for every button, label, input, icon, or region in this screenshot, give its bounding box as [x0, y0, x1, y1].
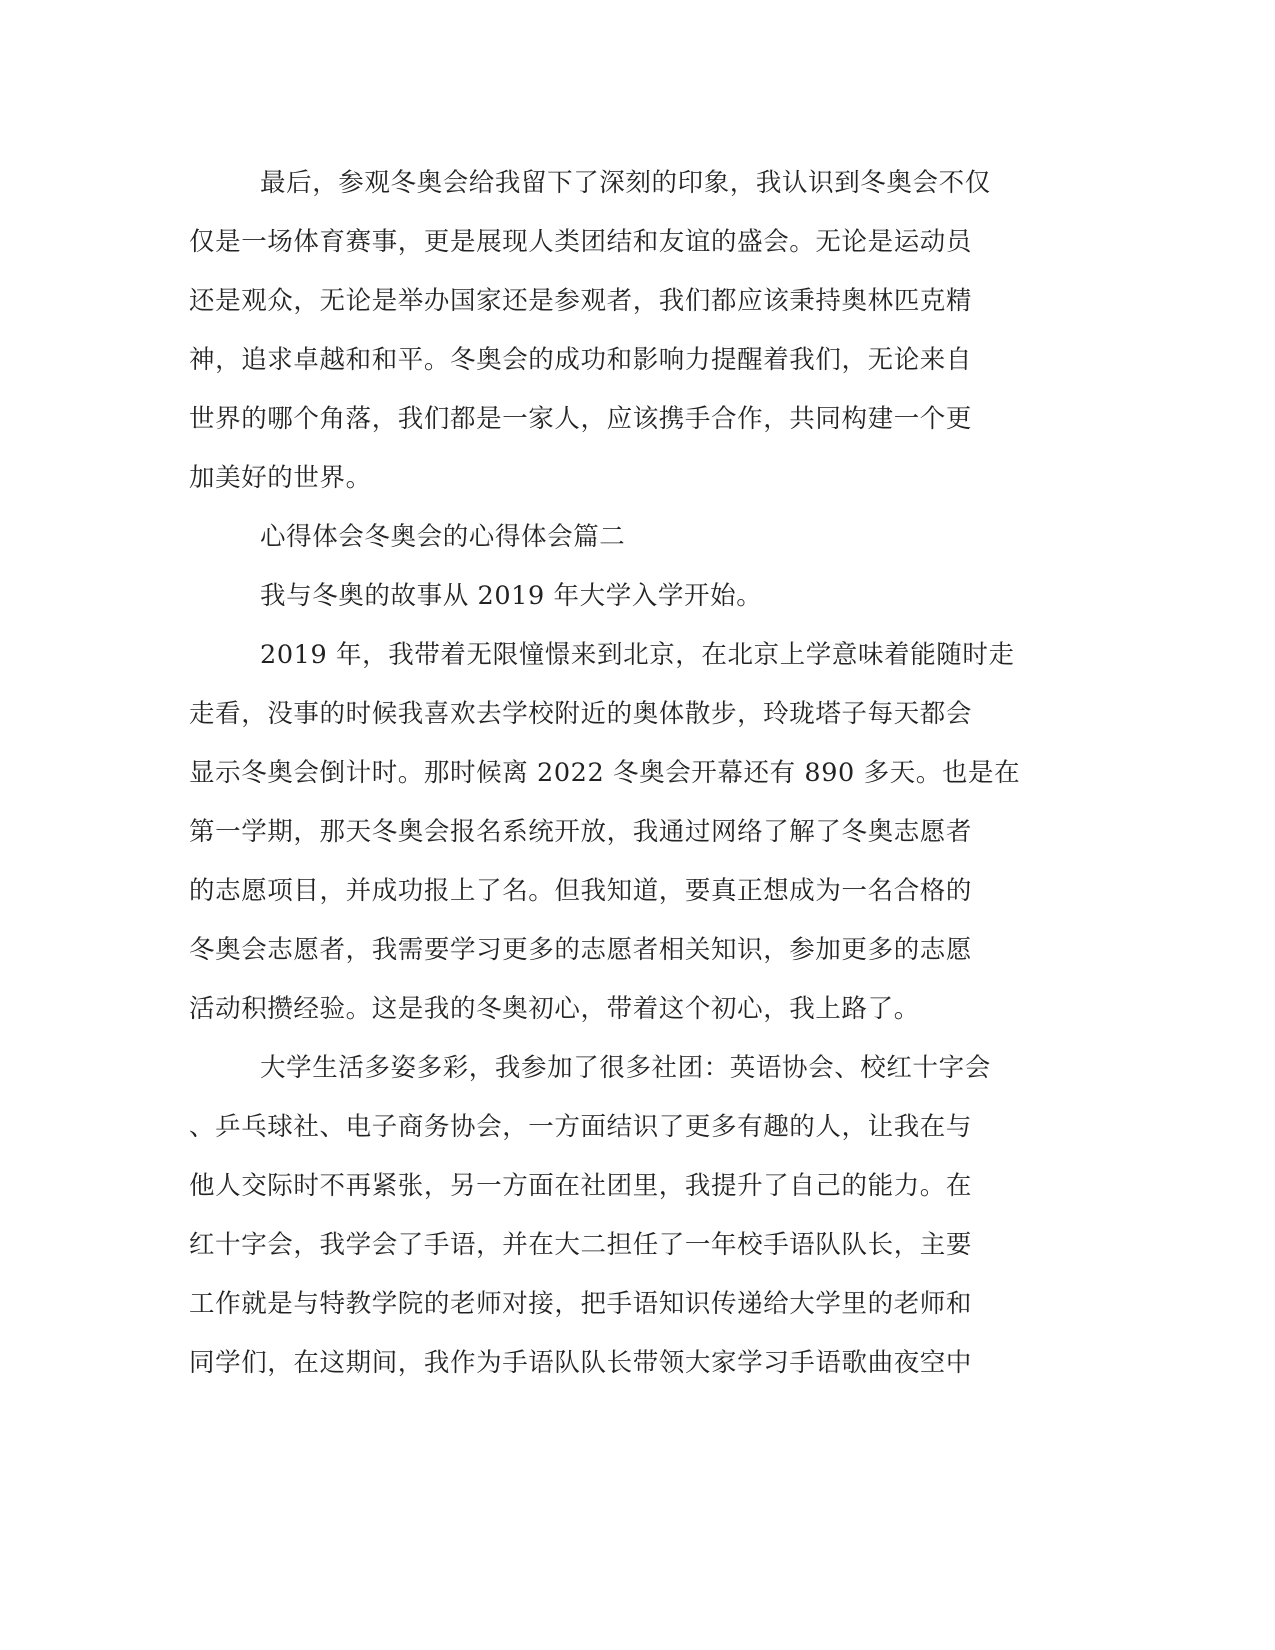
- paragraph-4-line-6: 同学们，在这期间，我作为手语队队长带领大家学习手语歌曲夜空中: [189, 1348, 973, 1378]
- paragraph-3-line-3: 显示冬奥会倒计时。那时候离 2022 冬奥会开幕还有 890 多天。也是在: [189, 758, 1021, 788]
- paragraph-2-line-1: 我与冬奥的故事从 2019 年大学入学开始。: [260, 581, 763, 611]
- paragraph-4-line-1: 大学生活多姿多彩，我参加了很多社团：英语协会、校红十字会: [260, 1053, 991, 1083]
- paragraph-4-line-3: 他人交际时不再紧张，另一方面在社团里，我提升了自己的能力。在: [189, 1171, 973, 1201]
- paragraph-1-line-6: 加美好的世界。: [189, 463, 372, 493]
- paragraph-3-line-4: 第一学期，那天冬奥会报名系统开放，我通过网络了解了冬奥志愿者: [189, 817, 973, 847]
- paragraph-3-line-1: 2019 年，我带着无限憧憬来到北京，在北京上学意味着能随时走: [260, 640, 1015, 670]
- paragraph-1-line-3: 还是观众，无论是举办国家还是参观者，我们都应该秉持奥林匹克精: [189, 286, 973, 316]
- paragraph-1-line-5: 世界的哪个角落，我们都是一家人，应该携手合作，共同构建一个更: [189, 404, 973, 434]
- paragraph-3-line-5: 的志愿项目，并成功报上了名。但我知道，要真正想成为一名合格的: [189, 876, 973, 906]
- section-heading: 心得体会冬奥会的心得体会篇二: [260, 522, 626, 552]
- paragraph-3-line-7: 活动积攒经验。这是我的冬奥初心，带着这个初心，我上路了。: [189, 994, 920, 1024]
- paragraph-4-line-5: 工作就是与特教学院的老师对接，把手语知识传递给大学里的老师和: [189, 1289, 973, 1319]
- paragraph-4-line-4: 红十字会，我学会了手语，并在大二担任了一年校手语队队长，主要: [189, 1230, 973, 1260]
- paragraph-4-line-2: 、乒乓球社、电子商务协会，一方面结识了更多有趣的人，让我在与: [189, 1112, 973, 1142]
- paragraph-1-line-1: 最后，参观冬奥会给我留下了深刻的印象，我认识到冬奥会不仅: [260, 168, 991, 198]
- paragraph-1-line-2: 仅是一场体育赛事，更是展现人类团结和友谊的盛会。无论是运动员: [189, 227, 973, 257]
- paragraph-3-line-2: 走看，没事的时候我喜欢去学校附近的奥体散步，玲珑塔子每天都会: [189, 699, 973, 729]
- paragraph-1-line-4: 神，追求卓越和和平。冬奥会的成功和影响力提醒着我们，无论来自: [189, 345, 973, 375]
- paragraph-3-line-6: 冬奥会志愿者，我需要学习更多的志愿者相关知识，参加更多的志愿: [189, 935, 973, 965]
